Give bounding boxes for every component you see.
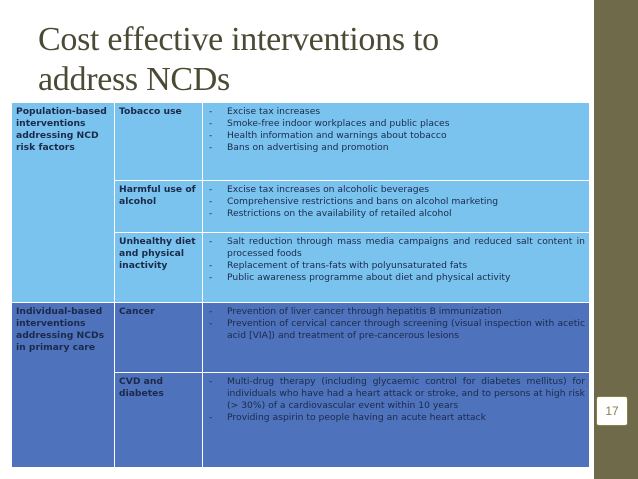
list-item: - Restrictions on the availability of retailed alcohol [209, 208, 452, 219]
interventions-cell [203, 181, 590, 233]
title-line-2: address NCDs [38, 61, 230, 98]
risk-label-tobacco: Tobacco use [115, 103, 203, 181]
list-item: - Prevention of cervical cancer through screening (visual inspection with acetic acid [VIA]) and treatment of pre-cancerous lesions [209, 318, 585, 341]
list-item: - Bans on advertising and promotion [209, 142, 389, 153]
section-label-individual: Individual-based interventions addressing NCDs in primary care [12, 303, 115, 468]
title-line-1: Cost effective interventions to [38, 21, 439, 58]
list-item: - Public awareness programme about diet and physical activity [209, 272, 511, 283]
list-item: - Comprehensive restrictions and bans on alcohol marketing [209, 196, 499, 207]
list-item: - Salt reduction through mass media campaigns and reduced salt content in processed foods [209, 236, 585, 259]
list-item: - Smoke-free indoor workplaces and public places [209, 118, 450, 129]
table-row [12, 303, 590, 373]
risk-label-alcohol: Harmful use of alcohol [115, 181, 203, 233]
interventions-cell [203, 303, 590, 373]
interventions-table [11, 102, 590, 468]
interventions-cell [203, 373, 590, 468]
risk-label-cvd: CVD and diabetes [115, 373, 203, 468]
list-item: - Excise tax increases [209, 106, 321, 117]
list-item: - Prevention of liver cancer through hepatitis B immunization [209, 306, 502, 317]
list-item: - Multi-drug therapy (including glycaemic control for diabetes mellitus) for individuals who have had a heart attack or stroke, and to persons at high risk (> 30%) of a cardiovascular event within 10 years [209, 376, 585, 411]
list-item: - Excise tax increases on alcoholic beverages [209, 184, 430, 195]
list-item: - Providing aspirin to people having an acute heart attack [209, 412, 486, 423]
interventions-cell [203, 233, 590, 303]
list-item: - Health information and warnings about tobacco [209, 130, 447, 141]
slide-title [38, 20, 558, 100]
page-number: 17 [596, 396, 628, 426]
interventions-cell [203, 103, 590, 181]
risk-label-diet: Unhealthy diet and physical inactivity [115, 233, 203, 303]
section-label-population: Population-based interventions addressing NCD risk factors [12, 103, 115, 303]
list-item: - Replacement of trans-fats with polyunsaturated fats [209, 260, 468, 271]
risk-label-cancer: Cancer [115, 303, 203, 373]
table-row [12, 103, 590, 181]
